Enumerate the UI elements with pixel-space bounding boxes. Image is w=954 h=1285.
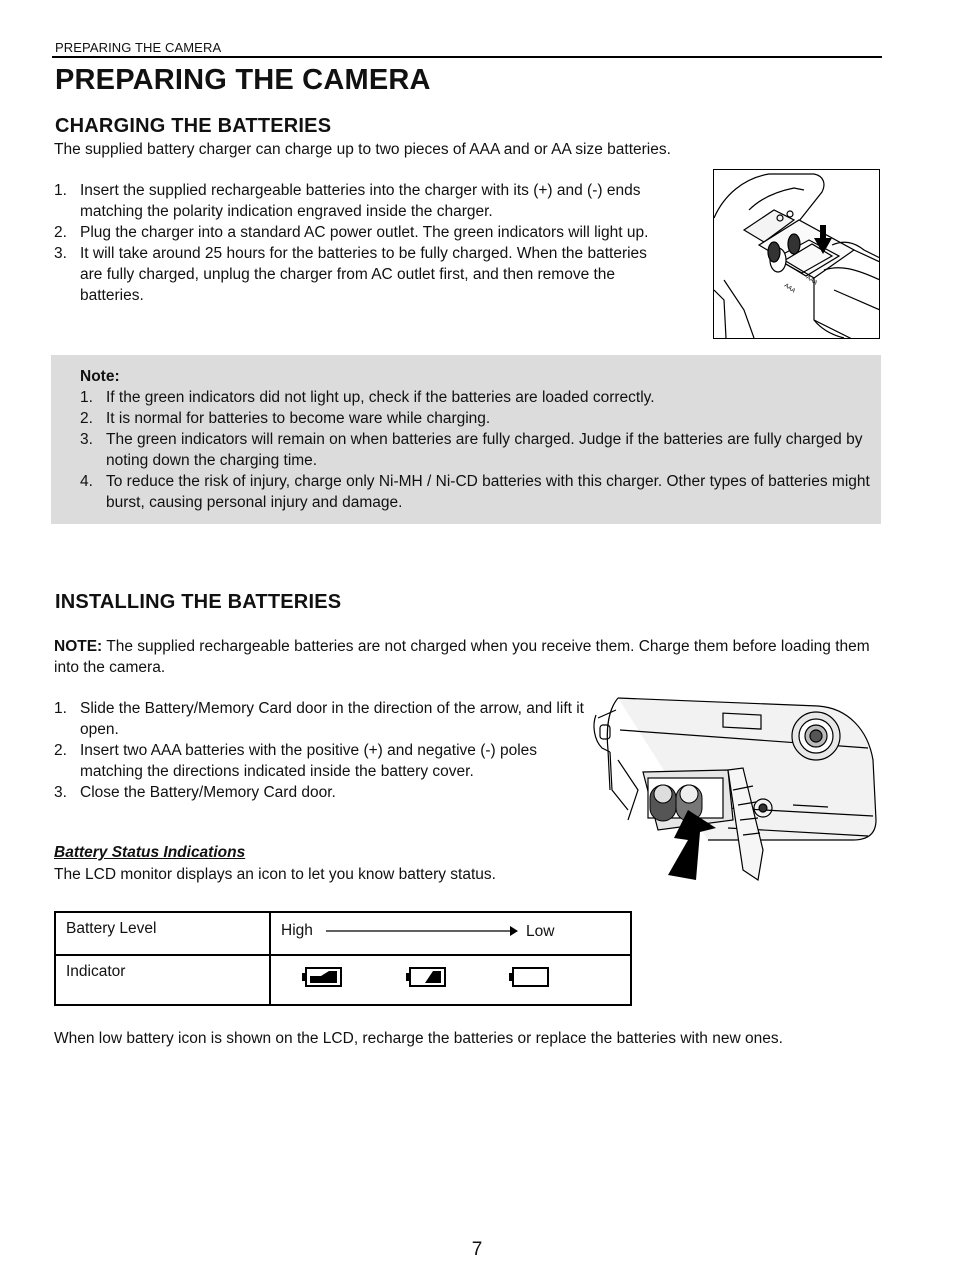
- charging-steps: [54, 180, 702, 306]
- list-item: 2. It is normal for batteries to become ware while charging.: [80, 410, 491, 427]
- list-item: 2. Plug the charger into a standard AC power outlet. The green indicators will light up.: [54, 224, 649, 241]
- installing-steps: [54, 698, 589, 803]
- table-cell: [270, 912, 631, 955]
- note-text: If the green indicators did not light up, check if the batteries are loaded correctly.: [106, 389, 655, 406]
- battery-empty-icon: [508, 966, 550, 988]
- note-list: [80, 387, 870, 513]
- list-item: 1. Insert the supplied rechargeable batteries into the charger with its (+) and (-) ends matching the polarity indication engraved inside the charger.: [54, 182, 641, 220]
- battery-half-icon: [405, 966, 447, 988]
- list-item: 3. The green indicators will remain on when batteries are fully charged. Judge if the batteries are fully charged by noting down the charging time.: [80, 431, 863, 469]
- step-text: It will take around 25 hours for the batteries to be fully charged. When the batteries are fully charged, unplug the charger from AC outlet first, and then remove the batteries.: [80, 245, 647, 304]
- step-text: Plug the charger into a standard AC power outlet. The green indicators will light up.: [80, 224, 649, 241]
- note-label: NOTE:: [54, 638, 103, 655]
- list-item: 3. It will take around 25 hours for the batteries to be fully charged. When the batteries are fully charged, unplug the charger from AC outlet first, and then remove the batteries.: [54, 245, 647, 304]
- table-cell: [55, 912, 270, 955]
- table-row: [55, 955, 631, 1005]
- page-number: 7: [471, 1239, 483, 1260]
- charging-heading: CHARGING THE BATTERIES: [55, 115, 332, 137]
- list-item: 1. Slide the Battery/Memory Card door in the direction of the arrow, and lift it open.: [54, 700, 584, 738]
- installing-note: [54, 636, 874, 678]
- battery-level-label: Battery Level: [66, 920, 157, 937]
- table-row: [55, 912, 631, 955]
- running-header: PREPARING THE CAMERA: [55, 40, 222, 55]
- battery-status-heading: Battery Status Indications: [54, 844, 246, 861]
- camera-illustration: [588, 690, 878, 885]
- step-text: Insert the supplied rechargeable batteries into the charger with its (+) and (-) ends matching the polarity indication engraved inside the charger.: [80, 182, 641, 220]
- high-to-low-arrow-icon: [326, 925, 518, 937]
- step-text: Insert two AAA batteries with the positive (+) and negative (-) poles matching the directions indicated inside the battery cover.: [80, 742, 538, 780]
- note-text: To reduce the risk of injury, charge only Ni-MH / Ni-CD batteries with this charger. Other types of batteries might burst, causing personal injury and damage.: [106, 473, 870, 511]
- low-label: Low: [526, 923, 555, 940]
- step-text: Close the Battery/Memory Card door.: [80, 784, 336, 801]
- battery-full-icon: [301, 966, 343, 988]
- high-label: High: [281, 922, 313, 939]
- battery-status-table: [54, 911, 632, 1006]
- battery-status-text: The LCD monitor displays an icon to let you know battery status.: [54, 866, 496, 883]
- closing-text: When low battery icon is shown on the LCD, recharge the batteries or replace the batteries with new ones.: [54, 1030, 783, 1047]
- indicator-label: Indicator: [66, 963, 126, 980]
- table-cell: [270, 955, 631, 1005]
- step-text: Slide the Battery/Memory Card door in the direction of the arrow, and lift it open.: [80, 700, 584, 738]
- charger-illustration: [713, 169, 880, 339]
- installing-heading: INSTALLING THE BATTERIES: [55, 591, 342, 613]
- list-item: 1. If the green indicators did not light up, check if the batteries are loaded correctly.: [80, 389, 655, 406]
- header-rule: [52, 56, 882, 58]
- page-title: PREPARING THE CAMERA: [55, 64, 431, 96]
- camera-drawing: [588, 690, 878, 885]
- aaa-label: AAA: [782, 282, 797, 295]
- table-cell: [55, 955, 270, 1005]
- note-title: Note:: [80, 368, 120, 385]
- note-text: It is normal for batteries to become ware while charging.: [106, 410, 491, 427]
- list-item: 2. Insert two AAA batteries with the positive (+) and negative (-) poles matching the directions indicated inside the battery cover.: [54, 742, 538, 780]
- charging-intro: The supplied battery charger can charge up to two pieces of AAA and or AA size batteries.: [54, 141, 671, 158]
- list-item: 3. Close the Battery/Memory Card door.: [54, 784, 336, 801]
- note-body: The supplied rechargeable batteries are not charged when you receive them. Charge them before loading them into the camera.: [54, 638, 870, 676]
- aaa-label: AAA: [804, 274, 819, 287]
- note-text: The green indicators will remain on when batteries are fully charged. Judge if the batteries are fully charged by noting down the charging time.: [106, 431, 863, 469]
- list-item: 4. To reduce the risk of injury, charge only Ni-MH / Ni-CD batteries with this charger. Other types of batteries might burst, causing personal injury and damage.: [80, 473, 870, 511]
- note-box: [51, 355, 881, 524]
- charger-drawing: [714, 170, 880, 339]
